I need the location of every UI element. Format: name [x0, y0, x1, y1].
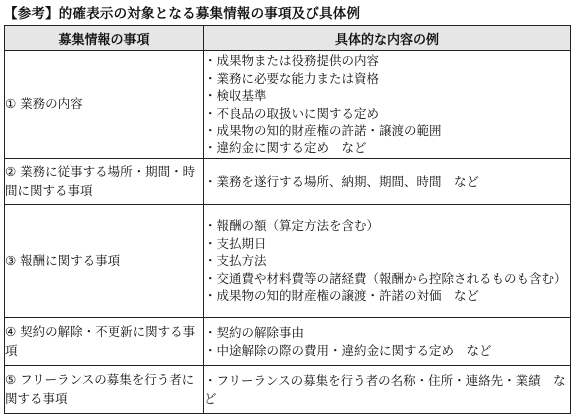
detail-line: ・業務に必要な能力または資格	[204, 70, 380, 86]
detail-list	[204, 372, 570, 407]
detail-line: ・成果物または役務提供の内容	[204, 53, 380, 69]
detail-line: ・報酬の額（算定方法を含む）	[204, 218, 380, 234]
row-details-cell	[204, 51, 571, 159]
table-header-row	[5, 26, 571, 51]
detail-list	[204, 217, 570, 304]
row-details-cell	[204, 159, 571, 205]
detail-list	[204, 173, 570, 190]
detail-line: ・交通費や材料費等の諸経費（報酬から控除されるものも含む）	[204, 270, 567, 286]
table-row	[5, 159, 571, 205]
detail-line: ・支払方法	[204, 253, 267, 269]
row-item-label: ③ 報酬に関する事項	[5, 205, 204, 318]
column-header-examples: 具体的な内容の例	[204, 26, 571, 51]
row-details-cell	[204, 205, 571, 318]
detail-line: ・中途解除の際の費用・違約金に関する定め など	[204, 342, 492, 358]
row-item-label: ⑤ フリーランスの募集を行う者に関する事項	[5, 366, 204, 414]
detail-line: ・不良品の取扱いに関する定め	[204, 105, 380, 121]
detail-line: ・契約の解除事由	[204, 325, 305, 341]
detail-line: ・違約金に関する定め など	[204, 140, 367, 156]
row-details-cell	[204, 318, 571, 366]
table-row	[5, 318, 571, 366]
detail-line: ・支払期日	[204, 235, 267, 251]
page-title: 【参考】的確表示の対象となる募集情報の事項及び具体例	[4, 6, 361, 22]
table-row	[5, 51, 571, 159]
detail-line: ・成果物の知的財産権の許諾・譲渡の範囲	[204, 122, 442, 138]
detail-list	[204, 52, 570, 156]
row-item-label: ④ 契約の解除・不更新に関する事項	[5, 318, 204, 366]
table-row	[5, 205, 571, 318]
detail-line: ・フリーランスの募集を行う者の名称・住所・連絡先・業績 など	[204, 373, 566, 406]
detail-line: ・成果物の知的財産権の譲渡・許諾の対価 など	[204, 288, 480, 304]
table-row	[5, 366, 571, 414]
detail-line: ・検収基準	[204, 88, 267, 104]
row-item-label: ② 業務に従事する場所・期間・時間に関する事項	[5, 159, 204, 205]
column-header-item: 募集情報の事項	[5, 26, 204, 51]
detail-list	[204, 324, 570, 359]
detail-line: ・業務を遂行する場所、納期、期間、時間 など	[204, 173, 480, 189]
reference-table	[4, 25, 571, 414]
row-details-cell	[204, 366, 571, 414]
row-item-label: ① 業務の内容	[5, 51, 204, 159]
